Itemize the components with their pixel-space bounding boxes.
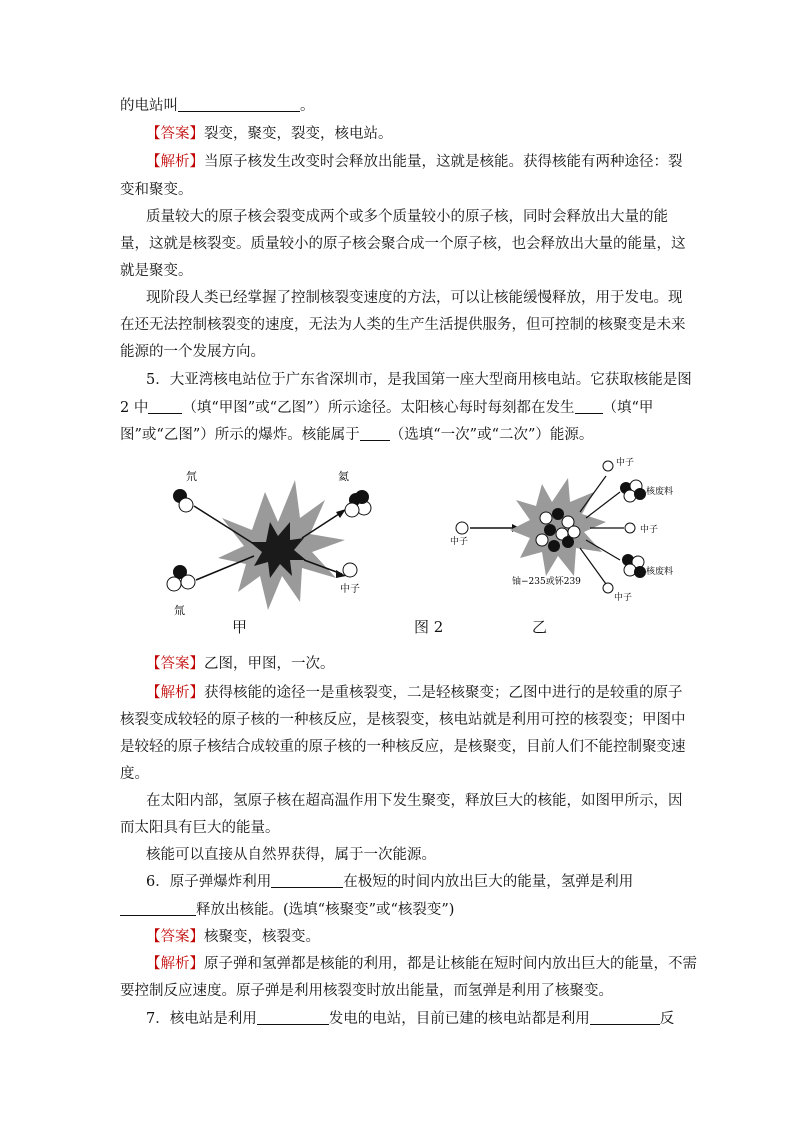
answer-label: 【答案】 bbox=[146, 656, 204, 672]
explanation-label: 【解析】 bbox=[146, 956, 204, 972]
fission-diagram bbox=[450, 456, 673, 603]
question-line: 6．原子弹爆炸利用 在极短的时间内放出巨大的能量，氢弹是利用 bbox=[146, 874, 634, 890]
text-line: 就是聚变。 bbox=[120, 263, 193, 279]
label-neutron: 中子 bbox=[340, 584, 360, 595]
fission-explosion bbox=[510, 478, 606, 576]
answer-blank bbox=[360, 426, 390, 441]
text-line: 在还无法控制核裂变的速度，无法为人类的生产生活提供服务，但可控制的核聚变是未来 bbox=[120, 317, 686, 333]
neutron-ball bbox=[603, 583, 613, 593]
neutron-ball bbox=[179, 498, 193, 512]
neutron-ball bbox=[181, 575, 195, 589]
text-line: 变和聚变。 bbox=[120, 182, 193, 198]
caption-figure: 图 2 bbox=[414, 618, 444, 636]
caption-right: 乙 bbox=[532, 618, 548, 636]
text-line: 在太阳内部，氢原子核在超高温作用下发生聚变，释放巨大的核能，如图甲所示，因 bbox=[146, 793, 683, 809]
answer-line: 【答案】乙图，甲图，一次。 bbox=[146, 656, 335, 672]
label-waste: 核废料 bbox=[646, 567, 674, 577]
answer-blank bbox=[178, 97, 300, 112]
question-line: 2 中 （填“甲图”或“乙图”）所示途径。太阳核心每时每刻都在发生 （填“甲 bbox=[120, 400, 654, 416]
neutron-ball bbox=[167, 577, 181, 591]
text-line: 的电站叫 。 bbox=[120, 98, 315, 114]
answer-blank bbox=[590, 1010, 660, 1025]
text-line: 能源的一个发展方向。 bbox=[120, 344, 265, 360]
question-line: 释放出核能。(选填“核聚变”或“核裂变”) bbox=[120, 900, 454, 920]
text-line: 核能可以直接从自然界获得，属于一次能源。 bbox=[146, 847, 436, 863]
text-line: 度。 bbox=[120, 766, 149, 782]
label-uranium: 铀−235或钚239 bbox=[512, 577, 581, 587]
neutron-ball bbox=[625, 523, 635, 533]
text-line: 核裂变成较轻的原子核的一种核反应，是核裂变，核电站就是利用可控的核裂变；甲图中 bbox=[120, 712, 686, 728]
fusion-diagram bbox=[167, 469, 371, 617]
question-line: 5．大亚湾核电站位于广东省深圳市，是我国第一座大型商用核电站。它获取核能是图 bbox=[146, 372, 692, 388]
label-deuterium: 氘 bbox=[186, 470, 197, 483]
text-line: 要控制反应速度。原子弹是利用核裂变时放出能量，而氢弹是利用了核聚变。 bbox=[120, 983, 613, 999]
proton-ball bbox=[355, 490, 369, 504]
neutron-ball bbox=[345, 503, 359, 517]
label-neutron: 中子 bbox=[640, 525, 659, 535]
answer-label: 【答案】 bbox=[146, 126, 204, 142]
answer-blank bbox=[120, 901, 196, 916]
explanation-label: 【解析】 bbox=[146, 154, 204, 170]
label-neutron: 中子 bbox=[614, 593, 633, 603]
explanation-line: 【解析】获得核能的途径一是重核裂变，二是轻核聚变；乙图中进行的是较重的原子 bbox=[146, 685, 683, 701]
label-waste: 核废料 bbox=[646, 487, 674, 497]
text-line: 是较轻的原子核结合成较重的原子核的一种核反应，是核聚变，目前人们不能控制聚变速 bbox=[120, 739, 686, 755]
explanation-line: 【解析】当原子核发生改变时会释放出能量，这就是核能。获得核能有两种途径：裂 bbox=[146, 154, 683, 170]
neutron-ball bbox=[456, 522, 468, 534]
label-tritium: 氚 bbox=[174, 604, 185, 617]
text-line: 量，这就是核裂变。质量较小的原子核会聚合成一个原子核，也会释放出大量的能量，这 bbox=[120, 236, 686, 252]
caption-left: 甲 bbox=[232, 618, 248, 636]
label-incoming-neutron: 中子 bbox=[450, 537, 469, 547]
answer-blank bbox=[575, 399, 603, 414]
neutron-ball bbox=[343, 563, 357, 577]
answer-blank bbox=[148, 399, 182, 414]
answer-line: 【答案】裂变，聚变，裂变，核电站。 bbox=[146, 126, 393, 142]
answer-blank bbox=[271, 873, 343, 888]
answer-line: 【答案】核聚变，核裂变。 bbox=[146, 929, 320, 945]
label-helium: 氦 bbox=[338, 470, 349, 483]
explanation-label: 【解析】 bbox=[146, 685, 204, 701]
figure-2-nuclear-reactions bbox=[150, 452, 674, 652]
explanation-line: 【解析】原子弹和氢弹都是核能的利用，都是让核能在短时间内放出巨大的能量，不需 bbox=[146, 956, 697, 972]
question-line: 7．核电站是利用 发电的电站，目前已建的核电站都是利用 反 bbox=[146, 1011, 675, 1027]
arrow-head bbox=[336, 509, 346, 518]
question-line: 图”或“乙图”）所示的爆炸。核能属于 （选填“一次”或“二次”）能源。 bbox=[120, 427, 594, 443]
text-line: 现阶段人类已经掌握了控制核裂变速度的方法，可以让核能缓慢释放，用于发电。现 bbox=[146, 290, 683, 306]
label-neutron: 中子 bbox=[616, 458, 635, 468]
arrow-line bbox=[580, 476, 606, 512]
neutron-ball bbox=[603, 461, 613, 471]
arrow-line bbox=[194, 506, 254, 544]
text-line: 质量较大的原子核会裂变成两个或多个质量较小的原子核，同时会释放出大量的能 bbox=[146, 209, 668, 225]
answer-label: 【答案】 bbox=[146, 929, 204, 945]
text-line: 而太阳具有巨大的能量。 bbox=[120, 820, 280, 836]
answer-blank bbox=[257, 1010, 329, 1025]
arrow-line bbox=[580, 548, 606, 584]
